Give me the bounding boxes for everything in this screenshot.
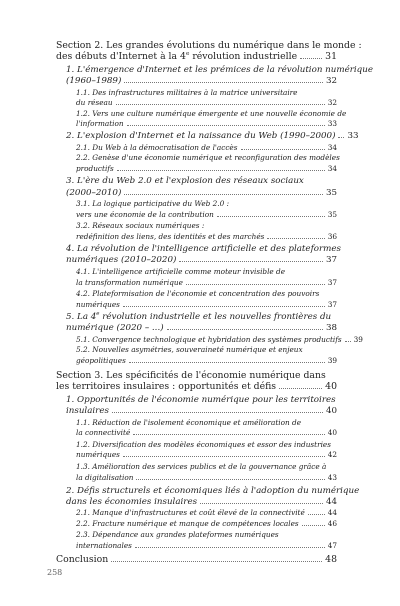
- toc-entry-text: 1. Opportunités de l'économie numérique pour les territoires: [66, 395, 336, 405]
- toc-leader-dots: [338, 137, 344, 138]
- toc-leader-dots: [111, 561, 322, 562]
- toc-entry: [66, 244, 342, 254]
- toc-leader-dots: [167, 329, 323, 330]
- toc-page-number: 35: [327, 210, 337, 219]
- toc-entry-text: Section 3. Les spécificités de l'économie numérique dans: [56, 370, 326, 381]
- toc-entry-text: 2.3. Dépendance aux grandes plateformes numériques: [76, 530, 279, 539]
- toc-entry-text: 2.1. Du Web à la démocratisation de l'accès: [76, 143, 238, 152]
- toc-entry: [66, 188, 337, 198]
- toc-page-number: 32: [325, 76, 337, 86]
- toc-page-number: 39: [353, 335, 363, 344]
- toc-leader-dots: [133, 434, 324, 435]
- toc-entry: [76, 473, 337, 482]
- toc-entry-text: 4. La révolution de l'intelligence artificielle et des plateformes: [66, 244, 342, 254]
- toc-entry: [66, 312, 337, 322]
- toc-leader-dots: [345, 341, 351, 342]
- toc-entry: [76, 267, 337, 276]
- toc-entry: [66, 395, 337, 405]
- toc-entry-text: géopolitiques: [76, 356, 126, 365]
- toc-entry: [76, 232, 337, 241]
- toc-leader-dots: [123, 306, 325, 307]
- toc-entry-text: 3.1. La logique participative du Web 2.0 :: [76, 199, 230, 208]
- toc-entry-text: 2.1. Manque d'infrastructures et coût élevé de la connectivité: [76, 508, 305, 517]
- toc-entry-text: la connectivité: [76, 428, 131, 437]
- toc-page-number: 48: [325, 554, 337, 565]
- toc-entry-text: Conclusion: [56, 554, 109, 565]
- toc-entry: [76, 88, 337, 97]
- toc-page-number: 37: [327, 300, 337, 309]
- toc-entry: [66, 76, 337, 86]
- toc-entry-text: 5.2. Nouvelles asymétries, souveraineté numérique et enjeux: [76, 345, 303, 354]
- toc-entry-text: 1.3. Amélioration des services publics et de la gouvernance grâce à: [76, 462, 327, 471]
- toc-entry: [56, 381, 337, 392]
- toc-entry-text: 5. La 4e révolution industrielle et les nouvelles frontières du: [66, 311, 332, 322]
- toc-leader-dots: [123, 456, 325, 457]
- toc-leader-dots: [179, 261, 323, 262]
- toc-entry: [56, 51, 337, 62]
- toc-entry-text: 1.1. Des infrastructures militaires à la matrice universitaire: [76, 88, 298, 97]
- toc-entry: [66, 497, 337, 507]
- toc-entry: [76, 440, 337, 449]
- toc-entry: [76, 199, 337, 208]
- toc-page-number: 33: [347, 131, 359, 141]
- toc-entry-text: la digitalisation: [76, 473, 134, 482]
- toc-leader-dots: [124, 194, 323, 195]
- toc-entry: [76, 462, 337, 471]
- toc-entry-text: 1.2. Diversification des modèles économiques et essor des industries: [76, 440, 331, 449]
- toc-page-number: 40: [325, 406, 337, 416]
- toc-page-number: 37: [327, 278, 337, 287]
- toc-page-number: 37: [325, 255, 337, 265]
- toc-entry-text: 2. L'explosion d'Internet et la naissance du Web (1990–2000): [66, 131, 336, 141]
- toc-entry-text: dans les économies insulaires: [66, 497, 198, 507]
- toc-entry: [56, 554, 337, 565]
- toc-entry: [66, 255, 337, 265]
- toc-entry-text: 2.2. Genèse d'une économie numérique et reconfiguration des modèles: [76, 153, 340, 162]
- toc-leader-dots: [124, 82, 323, 83]
- toc-entry-text: 2.2. Fracture numérique et manque de compétences locales: [76, 519, 299, 528]
- toc-leader-dots: [129, 362, 325, 363]
- toc-page-number: 34: [327, 143, 337, 152]
- toc-entry: [76, 356, 337, 365]
- toc-entry: [76, 428, 337, 437]
- toc-entry-text: insulaires: [66, 406, 109, 416]
- toc-leader-dots: [117, 170, 325, 171]
- toc-entry: [76, 418, 337, 427]
- toc-entry-text: internationales: [76, 541, 132, 550]
- toc-page-number: 32: [327, 98, 337, 107]
- toc-entry-text: du réseau: [76, 98, 113, 107]
- toc-page-number: 31: [325, 51, 337, 62]
- toc-entry: [56, 40, 362, 51]
- toc-leader-dots: [112, 412, 323, 413]
- toc-entry-text: 2. Défis structurels et économiques liés à l'adoption du numérique: [66, 486, 360, 496]
- toc-entry: [76, 519, 337, 528]
- toc-entry: [66, 406, 337, 416]
- toc-entry-text: numériques: [76, 450, 120, 459]
- toc-entry-text: la transformation numérique: [76, 278, 183, 287]
- toc-entry: [76, 210, 337, 219]
- toc-entry: [76, 153, 340, 162]
- toc-entry: [76, 530, 337, 539]
- toc-entry: [76, 119, 337, 128]
- toc-entry: [76, 164, 337, 173]
- page-number: 258: [47, 568, 63, 577]
- toc-page-number: 47: [327, 541, 337, 550]
- toc-entry-text: redéfinition des liens, des identités et des marchés: [76, 232, 265, 241]
- toc-entry-text: vers une économie de la contribution: [76, 210, 214, 219]
- toc-entry: [76, 450, 337, 459]
- toc-entry-text: productifs: [76, 164, 114, 173]
- toc-leader-dots: [200, 503, 323, 504]
- toc-leader-dots: [267, 238, 324, 239]
- toc-entry: [76, 541, 337, 550]
- toc-entry-text: numériques (2010–2020): [66, 255, 177, 265]
- toc-page-number: 36: [327, 232, 337, 241]
- toc-entry: [66, 131, 359, 141]
- toc-leader-dots: [135, 547, 325, 548]
- toc-entry-text: numériques: [76, 300, 120, 309]
- toc-entry: [76, 98, 337, 107]
- toc-entry-text: 4.2. Plateformisation de l'économie et concentration des pouvoirs: [76, 289, 320, 298]
- toc-entry-text: l'information: [76, 119, 124, 128]
- toc-page-number: 44: [327, 508, 337, 517]
- toc-entry: [76, 278, 337, 287]
- toc-entry-text: numérique (2020 – ...): [66, 323, 164, 333]
- toc-leader-dots: [116, 104, 325, 105]
- toc-entry: [76, 335, 363, 344]
- toc-entry-text: 3.2. Réseaux sociaux numériques :: [76, 221, 205, 230]
- toc-entry-text: 1.2. Vers une culture numérique émergente et une nouvelle économie de: [76, 109, 347, 118]
- toc-page-number: 34: [327, 164, 337, 173]
- toc-page-number: 39: [327, 356, 337, 365]
- toc-entry-text: (2000–2010): [66, 188, 122, 198]
- toc-leader-dots: [279, 388, 322, 389]
- toc-entry-text: 4.1. L'intelligence artificielle comme moteur invisible de: [76, 267, 286, 276]
- toc-entry-text: Section 2. Les grandes évolutions du numérique dans le monde :: [56, 40, 362, 51]
- toc-page-number: 33: [327, 119, 337, 128]
- toc-page-number: 40: [327, 428, 337, 437]
- toc-leader-dots: [127, 125, 325, 126]
- toc-leader-dots: [302, 525, 325, 526]
- toc-leader-dots: [300, 58, 322, 59]
- toc-entry: [56, 370, 337, 381]
- toc-entry: [76, 143, 337, 152]
- toc-entry: [76, 289, 337, 298]
- toc-entry-text: 3. L'ère du Web 2.0 et l'explosion des réseaux sociaux: [66, 176, 304, 186]
- toc-page-number: 43: [327, 473, 337, 482]
- toc-leader-dots: [136, 479, 324, 480]
- toc-page-number: 38: [325, 323, 337, 333]
- toc-entry: [66, 176, 337, 186]
- toc-leader-dots: [308, 514, 325, 515]
- toc-entry: [76, 345, 337, 354]
- toc-entry-text: 5.1. Convergence technologique et hybridation des systèmes productifs: [76, 335, 342, 344]
- toc-entry: [76, 300, 337, 309]
- toc-leader-dots: [217, 216, 325, 217]
- toc-page-number: 46: [327, 519, 337, 528]
- toc-page-number: 44: [325, 497, 337, 507]
- toc-entry-text: 1.1. Réduction de l'isolement économique et amélioration de: [76, 418, 302, 427]
- toc-leader-dots: [186, 284, 325, 285]
- toc-entry-text: les territoires insulaires : opportunités et défis: [56, 381, 277, 392]
- toc-entry: [76, 221, 337, 230]
- toc-page-number: 35: [325, 188, 337, 198]
- toc-entry: [66, 323, 337, 333]
- toc-entry-text: (1960–1989): [66, 76, 122, 86]
- toc-page-number: 42: [327, 450, 337, 459]
- toc-page-number: 40: [325, 381, 337, 392]
- toc-entry: [66, 486, 360, 496]
- toc-entry: [76, 508, 337, 517]
- toc-entry-text: 1. L'émergence d'Internet et les prémices de la révolution numérique: [66, 65, 373, 75]
- toc-leader-dots: [241, 149, 325, 150]
- toc-entry: [66, 65, 373, 75]
- toc-entry: [76, 109, 347, 118]
- toc-entry-text: des débuts d'Internet à la 4e révolution industrielle: [56, 50, 298, 62]
